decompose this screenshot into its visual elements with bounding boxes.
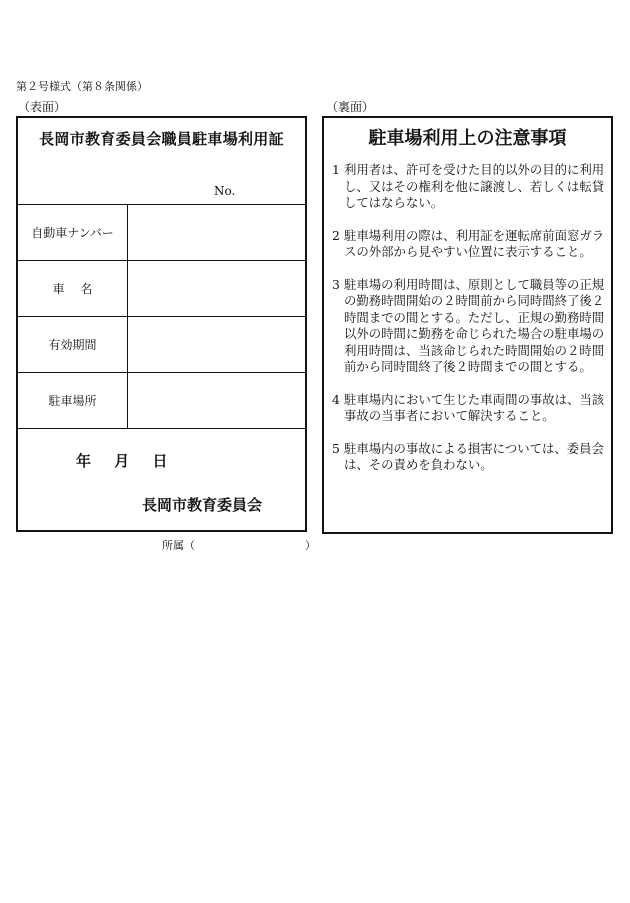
form-number: 第２号様式（第８条関係） <box>16 80 148 93</box>
note-number: 4 <box>332 391 340 407</box>
field-row-parking-place <box>18 372 305 429</box>
front-side-label: （表面） <box>18 100 67 114</box>
note-item <box>332 162 608 212</box>
note-number: 5 <box>332 440 340 456</box>
note-item <box>332 277 608 376</box>
back-side-label: （裏面） <box>326 100 375 114</box>
parking-permit-front <box>16 116 307 532</box>
field-value-validity <box>128 317 305 372</box>
note-number: 2 <box>332 227 340 243</box>
issue-date: 年 月 日 <box>76 452 169 470</box>
field-label: 有効期間 <box>18 317 128 372</box>
field-value-parking-place <box>128 373 305 428</box>
field-row-car-number <box>18 204 305 260</box>
note-text: 駐車場内において生じた車両間の事故は、当該事故の当事者において解決すること。 <box>344 391 605 423</box>
permit-fields <box>18 204 305 429</box>
note-text: 駐車場利用の際は、利用証を運転席前面窓ガラスの外部から見やすい位置に表示すること。 <box>344 227 605 259</box>
field-label: 駐車場所 <box>18 373 128 428</box>
note-item <box>332 441 608 474</box>
field-row-car-name <box>18 260 305 316</box>
notes-list <box>332 162 608 490</box>
permit-number-label: No. <box>214 184 236 198</box>
field-value-car-name <box>128 261 305 316</box>
issuer-name: 長岡市教育委員会 <box>142 496 263 514</box>
affiliation-line: 所属（ ） <box>162 539 316 552</box>
note-number: 3 <box>332 276 340 292</box>
note-item <box>332 228 608 261</box>
permit-title: 長岡市教育委員会職員駐車場利用証 <box>39 130 284 148</box>
field-value-car-number <box>128 205 305 260</box>
field-label: 自動車ナンバー <box>18 205 128 260</box>
field-label: 車 名 <box>18 261 128 316</box>
field-row-validity <box>18 316 305 372</box>
note-number: 1 <box>332 162 340 177</box>
note-text: 駐車場内の事故による損害については、委員会は、その責めを負わない。 <box>344 440 604 472</box>
notes-title: 駐車場利用上の注意事項 <box>368 128 567 149</box>
note-item <box>332 392 608 425</box>
parking-permit-back <box>322 116 613 534</box>
note-text: 駐車場の利用時間は、原則として職員等の正規の勤務時間開始の２時間前から同時間終了後２時間までの間とする。ただし、正規の勤務時間以外の時間に勤務を命じられた場合の駐車場の利用時間は、当該命じられた時間開始の２時間前から同時間終了後２時間までの間とする。 <box>344 276 605 374</box>
note-text: 利用者は、許可を受けた目的以外の目的に利用し、又はその権利を他に譲渡し、若しくは転貸してはならない。 <box>344 162 605 210</box>
